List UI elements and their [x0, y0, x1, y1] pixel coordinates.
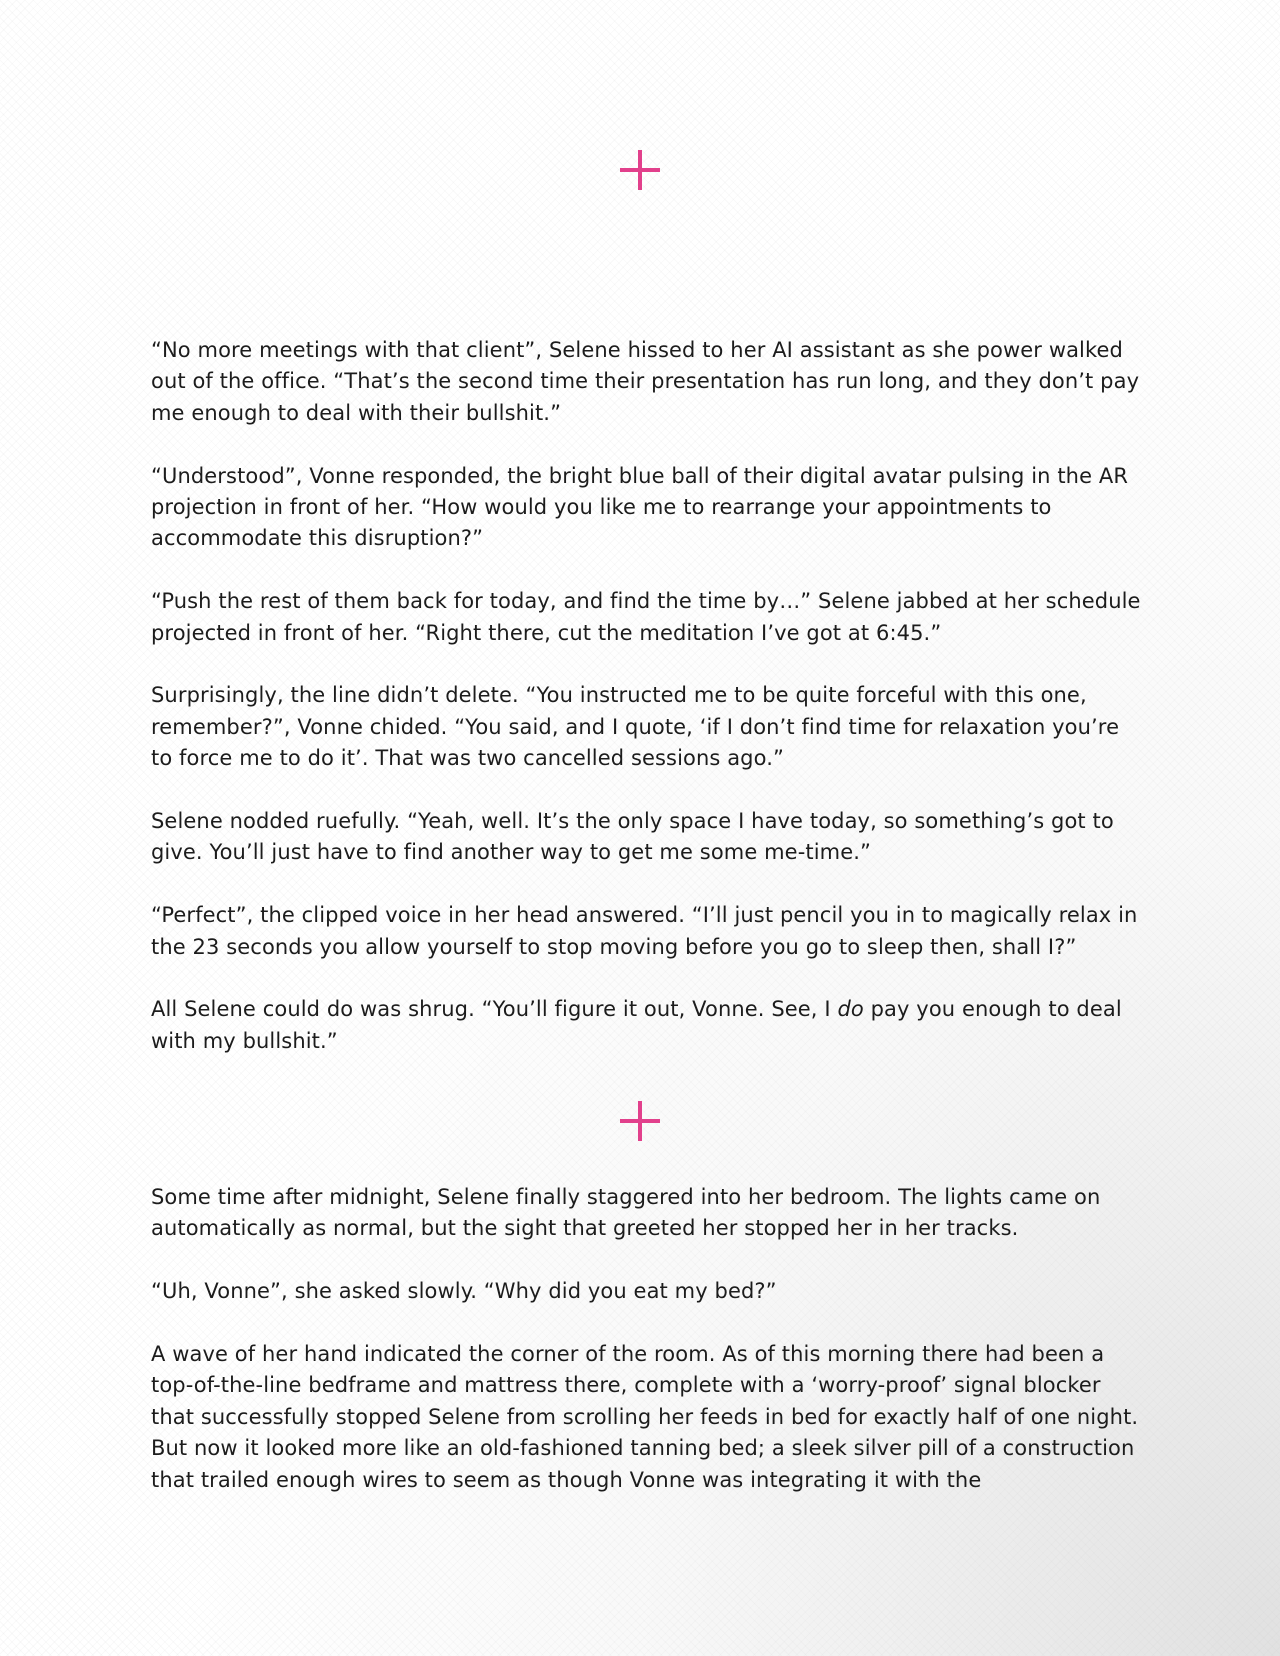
paragraph: Selene nodded ruefully. “Yeah, well. It’s the only space I have today, so something’s got to give. You’ll just have to find another way to get me some me-time.” [151, 809, 1114, 865]
story-section-1 [151, 335, 1141, 1057]
paragraph-text: All Selene could do was shrug. “You’ll figure it out, Vonne. See, I [151, 997, 838, 1022]
paragraph: “No more meetings with that client”, Selene hissed to her AI assistant as she power walked out of the office. “That’s the second time their presentation has run long, and they don’t pay me enough to deal with their bullshit.” [151, 338, 1140, 425]
paragraph [151, 994, 1141, 1057]
plus-divider-icon [620, 150, 660, 190]
paragraph-text: pay you enough to deal with my bullshit.” [151, 997, 1122, 1053]
paragraph: “Uh, Vonne”, she asked slowly. “Why did you eat my bed?” [151, 1279, 777, 1304]
story-section-2 [151, 1182, 1141, 1496]
paragraph: Some time after midnight, Selene finally staggered into her bedroom. The lights came on automatically as normal, but the sight that greeted her stopped her in her tracks. [151, 1185, 1101, 1241]
paragraph: “Understood”, Vonne responded, the bright blue ball of their digital avatar pulsing in the AR projection in front of her. “How would you like me to rearrange your appointments to accommodate this disruption?” [151, 463, 1129, 551]
paragraph: Surprisingly, the line didn’t delete. “You instructed me to be quite forceful with this one, remember?”, Vonne chided. “You said, and I quote, ‘if I don’t find time for relaxation you’re to force me to do it’. That was two cancelled sessions ago.” [151, 683, 1120, 771]
plus-divider-icon [620, 1101, 660, 1141]
paragraph: “Push the rest of them back for today, and find the time by…” Selene jabbed at her schedule projected in front of her. “Right there, cut the meditation I’ve got at 6:45.” [151, 589, 1141, 645]
paragraph: “Perfect”, the clipped voice in her head answered. “I’ll just pencil you in to magically relax in the 23 seconds you allow yourself to stop moving before you go to sleep then, shall I?” [151, 903, 1138, 959]
emphasis-text: do [837, 997, 864, 1022]
paragraph: A wave of her hand indicated the corner of the room. As of this morning there had been a top-of-the-line bedframe and mattress there, complete with a ‘worry-proof’ signal blocker that successfully stopped Selene from scrolling her feeds in bed for exactly half of one night. But now it looked more like an old-fashioned tanning bed; a sleek silver pill of a construction that trailed enough wires to seem as though Vonne was integrating it with the [151, 1342, 1139, 1492]
